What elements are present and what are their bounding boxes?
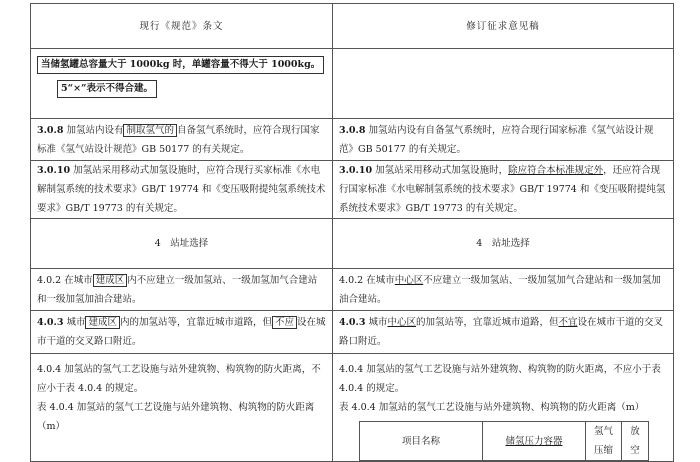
- cell-right: 4.0.3 城市中心区的加氢站等，宜靠近城市道路，但不宜设在城市干道的交叉路口附近。: [333, 311, 674, 354]
- distance-table-header: [359, 421, 649, 461]
- table-row: [31, 49, 674, 119]
- cell-left: 4.0.2 在城市 建成区 内不应建立一级加氢站、一级加氢加气合建站和一级加氢加油合建站。: [31, 269, 333, 311]
- boxed-line: 当储氢罐总容量大于 1000kg 时，单罐容量不得大于 1000kg。: [37, 53, 326, 77]
- boxed-line: 5“×”表示不得合建。: [37, 77, 326, 101]
- table-row: [31, 354, 674, 462]
- table-header-row: [31, 4, 674, 49]
- header-revision-draft: 修订征求意见稿: [333, 4, 674, 49]
- section-title-left: 4 站址选择: [31, 219, 333, 269]
- table-row: [31, 269, 674, 311]
- table-row: [31, 119, 674, 161]
- table-row: 项目名称 储氢压力容器 氢气压缩 放空: [360, 422, 649, 461]
- cell-left: [31, 49, 333, 119]
- comparison-table: [30, 3, 674, 462]
- cell-right: 4.0.4 加氢站的氢气工艺设施与站外建筑物、构筑物的防火距离，不应小于表 4.0.4 的规定。 表 4.0.4 加氢站的氢气工艺设施与站外建筑物、构筑物的防火距离（m） 项目名称 储氢压力容器 氢气压缩 放空: [333, 354, 674, 462]
- cell-right: 3.0.10 加氢站采用移动式加氢设施时，除应符合本标准规定外，还应符合现行国家标准《水电解制氢系统的技术要求》GB/T 19774 和《变压吸附提纯氢系统技术要求》GB/T 19773 的有关规定。: [333, 161, 674, 219]
- cell-right: 3.0.8 加氢站内设有自备氢气系统时，应符合现行国家标准《氢气站设计规范》GB 50177 的有关规定。: [333, 119, 674, 161]
- table-row: [31, 161, 674, 219]
- table-row: [31, 311, 674, 354]
- cell-right: [333, 49, 674, 119]
- cell-right: 4.0.2 在城市中心区不应建立一级加氢站、一级加氢加气合建站和一级加氢加油合建站。: [333, 269, 674, 311]
- cell-left: 3.0.8 加氢站内设有 制取氢气的 自备氢气系统时，应符合现行国家标准《氢气站设计规范》GB 50177 的有关规定。: [31, 119, 333, 161]
- cell-left: 4.0.4 加氢站的氢气工艺设施与站外建筑物、构筑物的防火距离，不应小于表 4.0.4 的规定。 表 4.0.4 加氢站的氢气工艺设施与站外建筑物、构筑物的防火距离（m）: [31, 354, 333, 462]
- header-current-code: 现行《规范》条文: [31, 4, 333, 49]
- section-title-right: 4 站址选择: [333, 219, 674, 269]
- table-row: [31, 219, 674, 269]
- cell-left: 3.0.10 加氢站采用移动式加氢设施时，应符合现行买家标准《水电解制氢系统的技术要求》GB/T 19774 和《变压吸附提纯氢系统技术要求》GB/T 19773 的有关规定。: [31, 161, 333, 219]
- cell-left: 4.0.3 城市 建成区 内的加氢站等，宜靠近城市道路，但 不应 设在城市干道的交叉路口附近。: [31, 311, 333, 354]
